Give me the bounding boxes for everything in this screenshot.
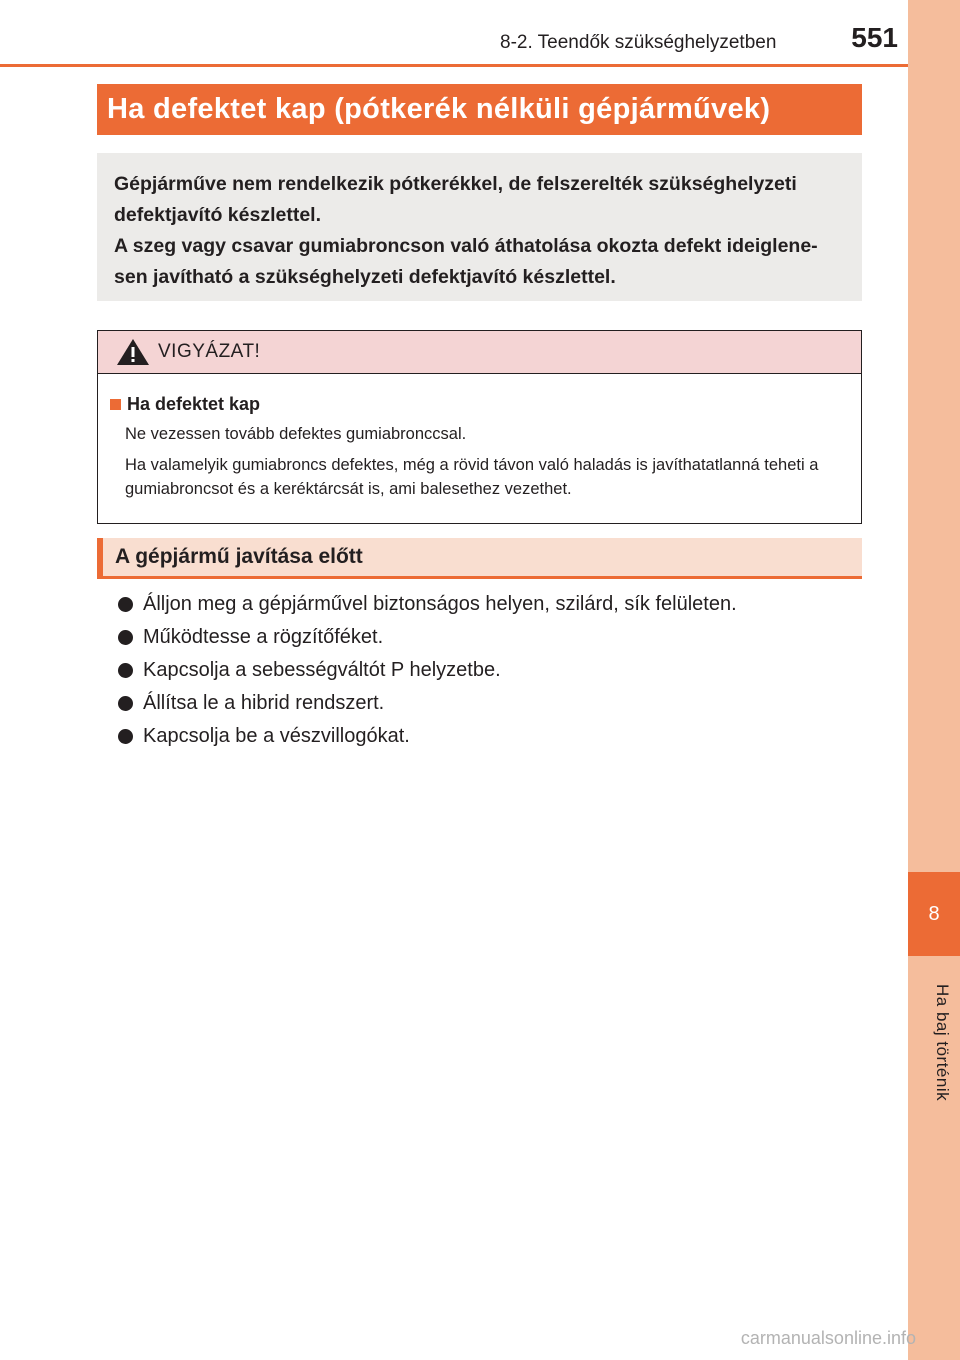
section-heading: A gépjármű javítása előtt <box>97 538 862 579</box>
bullet-dot-icon <box>118 663 133 678</box>
list-item-text: Álljon meg a gépjárművel biztonságos helyen, szilárd, sík felületen. <box>143 593 737 615</box>
chapter-number-tab: 8 <box>908 872 960 956</box>
warning-label: VIGYÁZAT! <box>158 341 261 362</box>
warning-box <box>97 330 862 524</box>
list-item <box>118 588 878 621</box>
warning-paragraph: Ha valamelyik gumiabroncs defektes, még a rövid távon való haladás is javíthatatlanná teheti a gumiabroncsot és a keréktárcsát is, ami balesethez vezethet. <box>125 456 819 498</box>
intro-paragraph: A szeg vagy csavar gumiabroncson való áthatolása okozta defekt ideiglene-sen javítható a szükséghelyzeti defektjavító készlettel. <box>114 235 818 288</box>
page-title: Ha defektet kap (pótkerék nélküli gépjárművek) <box>97 84 862 135</box>
list-item <box>118 720 878 753</box>
bullet-dot-icon <box>118 729 133 744</box>
warning-heading <box>108 394 849 415</box>
list-item <box>118 654 878 687</box>
intro-box <box>97 153 862 301</box>
list-item <box>118 621 878 654</box>
page-number: 551 <box>851 22 898 53</box>
bullet-dot-icon <box>118 597 133 612</box>
steps-list <box>118 588 878 753</box>
warning-header <box>98 331 861 374</box>
header-section-title: 8-2. Teendők szükséghelyzetben <box>500 32 777 53</box>
bullet-dot-icon <box>118 630 133 645</box>
warning-heading-text: Ha defektet kap <box>127 394 261 414</box>
list-item-text: Működtesse a rögzítőféket. <box>143 626 384 648</box>
warning-body <box>98 374 861 501</box>
watermark-text: carmanualsonline.info <box>740 1328 916 1348</box>
warning-triangle-icon <box>116 338 150 366</box>
intro-paragraph: Gépjárműve nem rendelkezik pótkerékkel, de felszerelték szükséghelyzeti defektjavító készlettel. <box>114 173 797 226</box>
side-band <box>908 0 960 1360</box>
warning-paragraph: Ne vezessen tovább defektes gumiabronccsal. <box>125 425 467 443</box>
list-item-text: Kapcsolja be a vészvillogókat. <box>143 725 410 747</box>
list-item-text: Állítsa le a hibrid rendszert. <box>143 692 385 714</box>
square-bullet-icon <box>110 399 121 410</box>
list-item-text: Kapcsolja a sebességváltót P helyzetbe. <box>143 659 501 681</box>
chapter-title-vertical: Ha baj történik <box>933 984 952 1102</box>
bullet-dot-icon <box>118 696 133 711</box>
header-divider <box>0 64 908 67</box>
list-item <box>118 687 878 720</box>
